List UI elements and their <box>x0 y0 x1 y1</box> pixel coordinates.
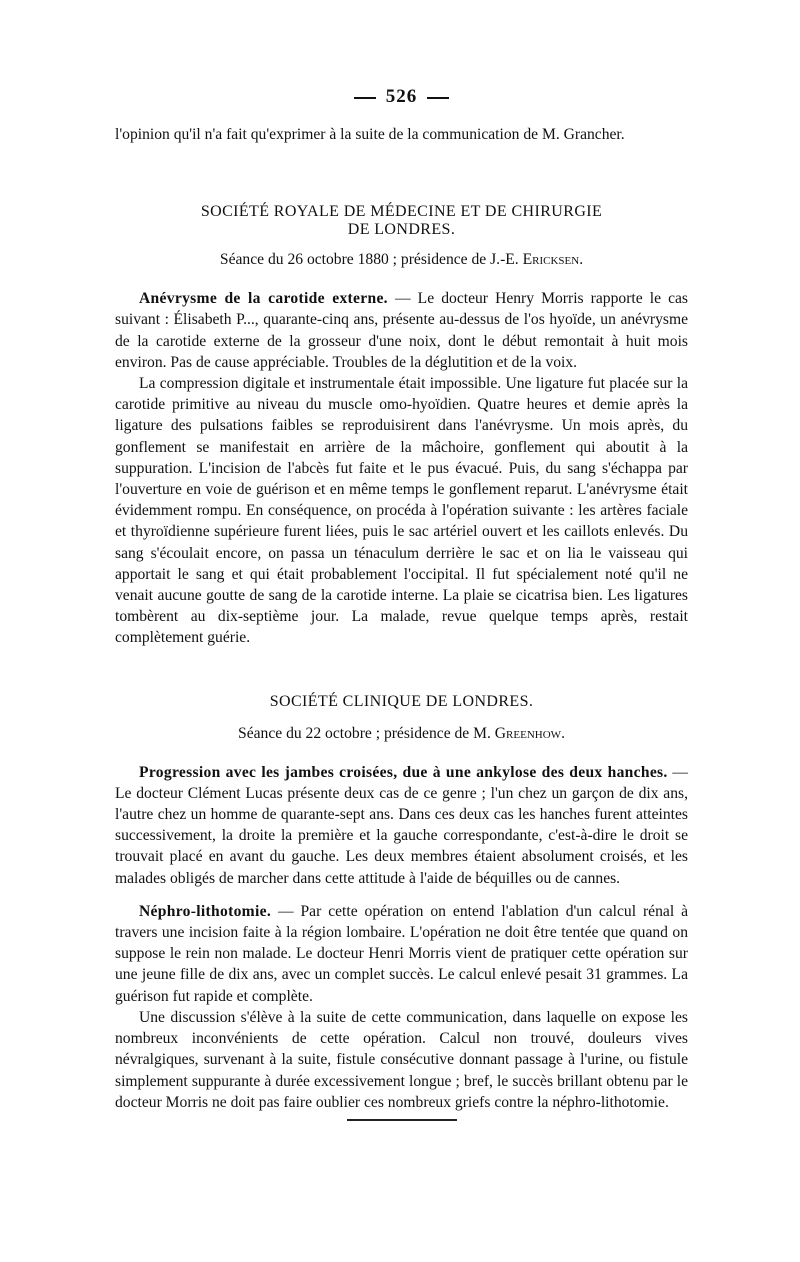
article-text: — Le docteur Henry Morris rapporte le cas suivant : Élisabeth P..., quarante-cinq ans, présente au-dessus de l'os hyoïde, un anévrysme de la carotide externe de la grosseur d'une noix, dont le début remontait à huit mois environ. Pas de cause appréciable. Troubles de la déglutition et de la voix. <box>115 290 688 371</box>
society-header-clinical <box>115 693 688 711</box>
intro-paragraph: l'opinion qu'il n'a fait qu'exprimer à la suite de la communication de M. Grancher. <box>115 126 625 143</box>
seance-prefix: Séance du 22 octobre ; présidence de M. <box>238 724 495 742</box>
article-paragraph <box>115 288 688 373</box>
society-subtitle: DE LONDRES. <box>347 221 456 239</box>
paragraph-gap <box>115 889 688 901</box>
article-text: — Par cette opération on entend l'ablation d'un calcul rénal à travers une incision faite à la région lombaire. L'opération ne doit être tentée que quand on suppose le rein non malade. Le docteur Henri Morris vient de pratiquer cette opération sur une jeune fille de dix ans, avec un complet succès. Le calcul enlevé pesait 31 grammes. La guérison fut rapide et complète. <box>115 902 688 1005</box>
seance-president: J.-E. Ericksen <box>490 251 580 269</box>
article-topic: Anévrysme de la carotide externe. <box>139 290 388 308</box>
seance-prefix: Séance du 26 octobre 1880 ; présidence de <box>219 251 491 269</box>
article-paragraph <box>115 762 688 889</box>
society-title: SOCIÉTÉ ROYALE DE MÉDECINE ET DE CHIRURGIE <box>200 203 603 221</box>
seance-president: Greenhow <box>494 724 562 742</box>
seance-suffix: . <box>579 251 584 269</box>
society-title: SOCIÉTÉ CLINIQUE DE LONDRES. <box>269 692 534 710</box>
page-number <box>115 86 688 108</box>
seance-suffix: . <box>561 724 565 742</box>
article-topic: Néphro-lithotomie. <box>139 902 272 920</box>
article-paragraph <box>115 901 688 1007</box>
society-header-royal <box>115 203 688 239</box>
article-topic: Progression avec les jambes croisées, due à une ankylose des deux hanches. <box>139 763 668 781</box>
article-text: — Le docteur Clément Lucas présente deux cas de ce genre ; l'un chez un garçon de dix ans, l'autre chez un homme de quarante-sept ans. Dans ces deux cas les hanches furent atteintes successivement, la droite la première et la gauche correspondante, c'est-à-dire le droit se trouvait placé en avant du gauche. Les deux membres étaient absolument croisés, et les malades obligés de marcher dans cette attitude à l'aide de béquilles ou de cannes. <box>115 763 689 887</box>
article-paragraph: La compression digitale et instrumentale était impossible. Une ligature fut placée sur la carotide primitive au niveau du muscle omo-hyoïdien. Quatre heures et demie après la ligature des pulsations faibles se reproduisirent dans l'anévrysme. Un mois après, du gonflement se manifestait en arrière de la mâchoire, gonflement qui aboutit à la suppuration. L'incision de l'abcès fut faite et le pus évacué. Puis, du sang s'échappa par l'ouverture en voie de guérison et en même temps le gonflement reparut. L'anévrysme était évidemment rompu. En conséquence, on procéda à l'opération suivante : les artères faciale et thyroïdienne supérieure furent liées, puis le sac artériel ouvert et les caillots enlevés. Du sang s'écoulait encore, on passa un ténaculum derrière le sac et on lia le vaisseau qui apportait le sang et qui était probablement l'occipital. Il fut spécialement noté qu'il ne venait aucune goutte de sang de la carotide interne. La plaie se cicatrisa bien. Les ligatures tombèrent au dix-septième jour. La malade, revue quelque temps après, restait complètement guérie. <box>115 375 688 647</box>
end-rule <box>347 1119 457 1121</box>
seance-line <box>115 249 688 270</box>
page-number-text: 526 <box>385 86 418 107</box>
seance-line <box>115 723 688 744</box>
article-paragraph: Une discussion s'élève à la suite de cette communication, dans laquelle on expose les nombreux inconvénients de cette opération. Calcul non trouvé, douleurs vives névralgiques, survenant à la suite, fistule consécutive donnant passage à l'urine, ou fistule simplement suppurante à durée excessivement longue ; bref, le succès brillant obtenu par le docteur Morris ne doit pas faire oublier ces nombreux griefs contre la néphro-lithotomie. <box>115 1008 688 1111</box>
